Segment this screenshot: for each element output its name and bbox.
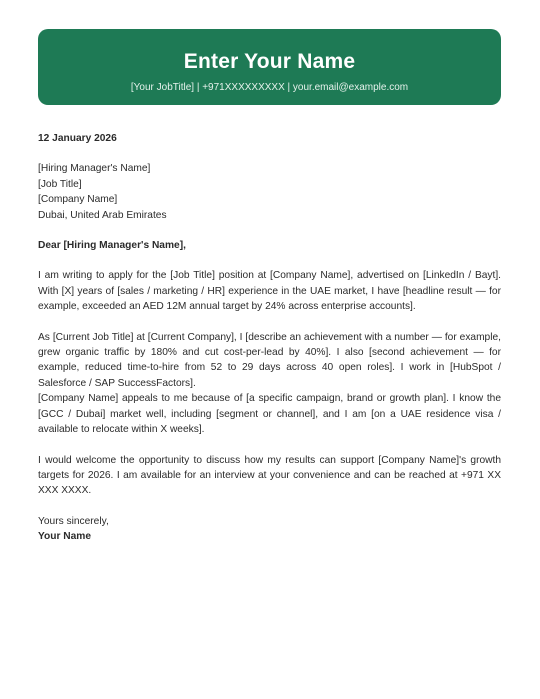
- recipient-block: [38, 161, 501, 223]
- recipient-location: Dubai, United Arab Emirates: [38, 209, 167, 221]
- paragraph-closing: I would welcome the opportunity to discuss how my results can support [Company Name]'s growth targets for 2026. I am available for an interview at your convenience and can be reached at +971 XX XXX XXXX.: [38, 454, 501, 497]
- paragraph-intro: I am writing to apply for the [Job Title] position at [Company Name], advertised on [LinkedIn / Bayt]. With [X] years of [sales / marketing / HR] experience in the UAE market, I have [headline result — for example, exceeded an AED 12M annual target by 24% across enterprise accounts].: [38, 270, 501, 313]
- signature-name: Your Name: [38, 531, 92, 543]
- contact-line: [Your JobTitle] | +971XXXXXXXXX | your.email@example.com: [130, 82, 409, 93]
- recipient-manager: [Hiring Manager's Name]: [38, 163, 151, 175]
- letter-body: [38, 131, 501, 545]
- letter-date: 12 January 2026: [38, 133, 117, 144]
- paragraph-achievements: As [Current Job Title] at [Current Company], I [describe an achievement with a number — for example, grew organic traffic by 180% and cut cost-per-lead by 40%]. I also [second achievement — for example, reduced time-to-hire from 52 to 29 days across 40 open roles]. I work in [HubSpot / Salesforce / SAP SuccessFactors].: [38, 331, 501, 389]
- closing-phrase: Yours sincerely,: [38, 515, 109, 527]
- applicant-name: Enter Your Name: [183, 50, 356, 73]
- salutation: Dear [Hiring Manager's Name],: [38, 240, 186, 252]
- recipient-company: [Company Name]: [38, 194, 118, 206]
- letter-header: [38, 29, 501, 105]
- recipient-job-title: [Job Title]: [38, 178, 82, 190]
- paragraph-motivation: [Company Name] appeals to me because of [a specific campaign, brand or growth plan]. I know the [GCC / Dubai] market well, including [segment or channel], and I am [on a UAE residence visa / available to relocate within X weeks].: [38, 393, 501, 436]
